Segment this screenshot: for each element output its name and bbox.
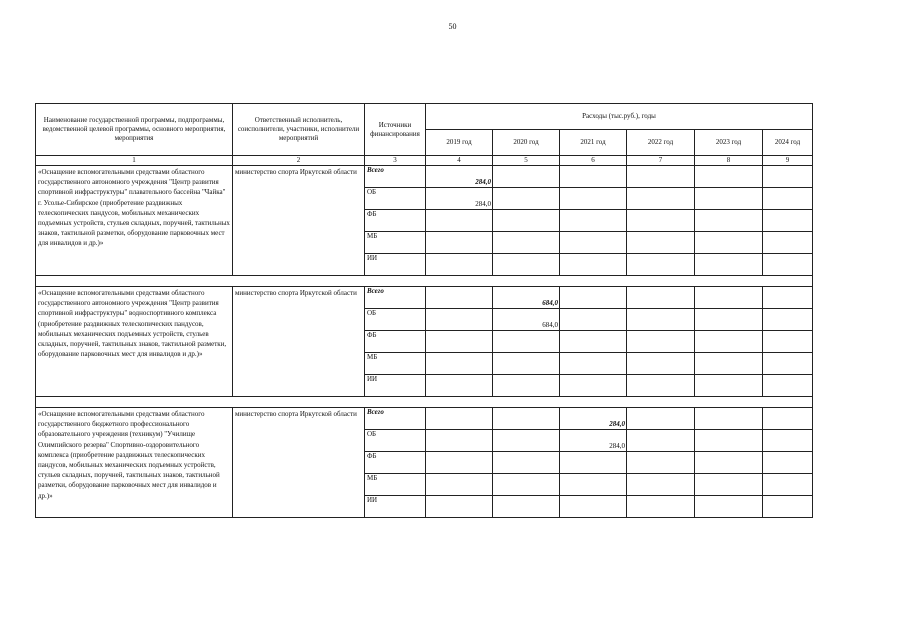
- expense-value: [560, 166, 627, 188]
- expense-value: [560, 375, 627, 397]
- expense-value: [493, 232, 560, 254]
- funding-source: Всего: [365, 166, 426, 188]
- expense-value: [695, 353, 763, 375]
- column-number: 5: [493, 156, 560, 166]
- expense-value: [426, 254, 493, 276]
- expense-value: [560, 287, 627, 309]
- separator-cell: [36, 397, 813, 408]
- expense-value: 284,0: [560, 430, 627, 452]
- expense-value: [627, 287, 695, 309]
- expense-value: [493, 166, 560, 188]
- header-row: [36, 104, 813, 130]
- expense-value: [493, 331, 560, 353]
- expense-value: [695, 254, 763, 276]
- expense-value: 284,0: [560, 408, 627, 430]
- funding-source: ФБ: [365, 331, 426, 353]
- expense-value: [493, 188, 560, 210]
- expense-value: [426, 232, 493, 254]
- expense-value: [695, 166, 763, 188]
- funding-source: ФБ: [365, 210, 426, 232]
- header-executor: Ответственный исполнитель, соисполнители, участники, исполнители мероприятий: [233, 104, 365, 156]
- header-expenses: Расходы (тыс.руб.), годы: [426, 104, 813, 130]
- expense-value: [763, 166, 813, 188]
- expense-value: [560, 452, 627, 474]
- column-number: 2: [233, 156, 365, 166]
- expense-value: [763, 452, 813, 474]
- measure-executor: министерство спорта Иркутской области: [233, 287, 365, 397]
- header-program: Наименование государственной программы, подпрограммы, ведомственной целевой программы, основного мероприятия, мероприятия: [36, 104, 233, 156]
- expense-value: [627, 188, 695, 210]
- funding-source: МБ: [365, 232, 426, 254]
- expense-value: [560, 474, 627, 496]
- expense-value: [493, 452, 560, 474]
- expense-value: [763, 210, 813, 232]
- measure-description: «Оснащение вспомогательными средствами областного государственного бюджетного профессионального образовательного учреждения (техникум) "Училище Олимпийского резерва" Спортивно-оздоровительного комплекса (приобретение раздвижных телескопических пандусов, мобильных механических подъемных устройств, стульев складных, поручней, тактильных знаков, тактильной разметки, оборудование парковочных мест для инвалидов и др.)»: [36, 408, 233, 518]
- funding-source: МБ: [365, 474, 426, 496]
- funding-source: ИИ: [365, 375, 426, 397]
- expense-value: [426, 496, 493, 518]
- expense-value: [627, 375, 695, 397]
- measure-description: «Оснащение вспомогательными средствами областного государственного автономного учреждения "Центр развития спортивной инфраструктуры" плавательного бассейна "Чайка" г. Усолье-Сибирское (приобретение раздвижных телескопических пандусов, мобильных механических подъемных устройств, стульев складных, поручней, тактильных знаков, тактильной разметки, оборудование парковочных мест для инвалидов и др.)»: [36, 166, 233, 276]
- expense-value: [695, 188, 763, 210]
- header-year: 2020 год: [493, 130, 560, 156]
- expense-value: 684,0: [493, 287, 560, 309]
- header-sources: Источники финансирования: [365, 104, 426, 156]
- expense-value: [493, 375, 560, 397]
- expense-value: [763, 408, 813, 430]
- measure-description: «Оснащение вспомогательными средствами областного государственного автономного учреждения "Центр развития спортивной инфраструктуры" водноспортивного комплекса (приобретение раздвижных телескопических пандусов, мобильных механических подъемных устройств, стульев складных, поручней, тактильных знаков, тактильной разметки, оборудование парковочных мест для инвалидов и др.)»: [36, 287, 233, 397]
- expense-value: [493, 254, 560, 276]
- expense-value: 284,0: [426, 166, 493, 188]
- expense-value: [695, 474, 763, 496]
- expense-value: [426, 474, 493, 496]
- column-number: 7: [627, 156, 695, 166]
- expense-value: [627, 408, 695, 430]
- expense-value: [695, 430, 763, 452]
- expense-value: [426, 331, 493, 353]
- expense-value: [763, 232, 813, 254]
- expense-value: [493, 210, 560, 232]
- expense-value: [695, 331, 763, 353]
- expense-value: [426, 375, 493, 397]
- expense-value: [695, 452, 763, 474]
- expense-value: [560, 496, 627, 518]
- table-row: [36, 287, 813, 309]
- funding-source: ОБ: [365, 188, 426, 210]
- expense-value: [560, 331, 627, 353]
- column-number: 3: [365, 156, 426, 166]
- header-year: 2021 год: [560, 130, 627, 156]
- expense-value: [493, 496, 560, 518]
- funding-source: ОБ: [365, 309, 426, 331]
- expense-value: [627, 166, 695, 188]
- expense-value: [695, 496, 763, 518]
- funding-source: ИИ: [365, 254, 426, 276]
- budget-table: [35, 103, 813, 518]
- funding-source: Всего: [365, 408, 426, 430]
- expense-value: [627, 210, 695, 232]
- column-number: 4: [426, 156, 493, 166]
- expense-value: [627, 254, 695, 276]
- expense-value: [560, 210, 627, 232]
- expense-value: [560, 232, 627, 254]
- expense-value: [627, 232, 695, 254]
- column-number: 9: [763, 156, 813, 166]
- block-separator: [36, 276, 813, 287]
- column-number: 8: [695, 156, 763, 166]
- expense-value: [695, 309, 763, 331]
- expense-value: [763, 287, 813, 309]
- page-number: 50: [448, 22, 457, 31]
- funding-source: МБ: [365, 353, 426, 375]
- column-number: 1: [36, 156, 233, 166]
- expense-value: [493, 474, 560, 496]
- table-row: [36, 408, 813, 430]
- expense-value: [426, 210, 493, 232]
- expense-value: [695, 287, 763, 309]
- expense-value: [426, 287, 493, 309]
- measure-executor: министерство спорта Иркутской области: [233, 166, 365, 276]
- expense-value: [627, 430, 695, 452]
- expense-value: [763, 188, 813, 210]
- expense-value: [560, 254, 627, 276]
- funding-source: Всего: [365, 287, 426, 309]
- expense-value: [493, 408, 560, 430]
- expense-value: 284,0: [426, 188, 493, 210]
- table-row: [36, 166, 813, 188]
- expense-value: [560, 188, 627, 210]
- expense-value: [560, 309, 627, 331]
- expense-value: [627, 309, 695, 331]
- column-number: 6: [560, 156, 627, 166]
- expense-value: [560, 353, 627, 375]
- expense-value: [763, 496, 813, 518]
- expense-value: [763, 430, 813, 452]
- expense-value: [763, 254, 813, 276]
- measure-executor: министерство спорта Иркутской области: [233, 408, 365, 518]
- column-numbers-row: [36, 156, 813, 166]
- expense-value: [763, 331, 813, 353]
- expense-value: [493, 353, 560, 375]
- expense-value: 684,0: [493, 309, 560, 331]
- funding-source: ОБ: [365, 430, 426, 452]
- header-year: 2022 год: [627, 130, 695, 156]
- expense-value: [695, 210, 763, 232]
- expense-value: [763, 353, 813, 375]
- expense-value: [627, 353, 695, 375]
- expense-value: [426, 408, 493, 430]
- expense-value: [763, 474, 813, 496]
- expense-value: [426, 353, 493, 375]
- expense-value: [426, 452, 493, 474]
- separator-cell: [36, 276, 813, 287]
- expense-value: [763, 309, 813, 331]
- expense-value: [695, 408, 763, 430]
- expense-value: [695, 375, 763, 397]
- expense-value: [493, 430, 560, 452]
- expense-value: [627, 331, 695, 353]
- header-year: 2024 год: [763, 130, 813, 156]
- funding-source: ФБ: [365, 452, 426, 474]
- header-year: 2023 год: [695, 130, 763, 156]
- expense-value: [627, 474, 695, 496]
- funding-source: ИИ: [365, 496, 426, 518]
- expense-value: [426, 309, 493, 331]
- header-year: 2019 год: [426, 130, 493, 156]
- expense-value: [763, 375, 813, 397]
- expense-value: [627, 452, 695, 474]
- expense-value: [695, 232, 763, 254]
- expense-value: [627, 496, 695, 518]
- expense-value: [426, 430, 493, 452]
- block-separator: [36, 397, 813, 408]
